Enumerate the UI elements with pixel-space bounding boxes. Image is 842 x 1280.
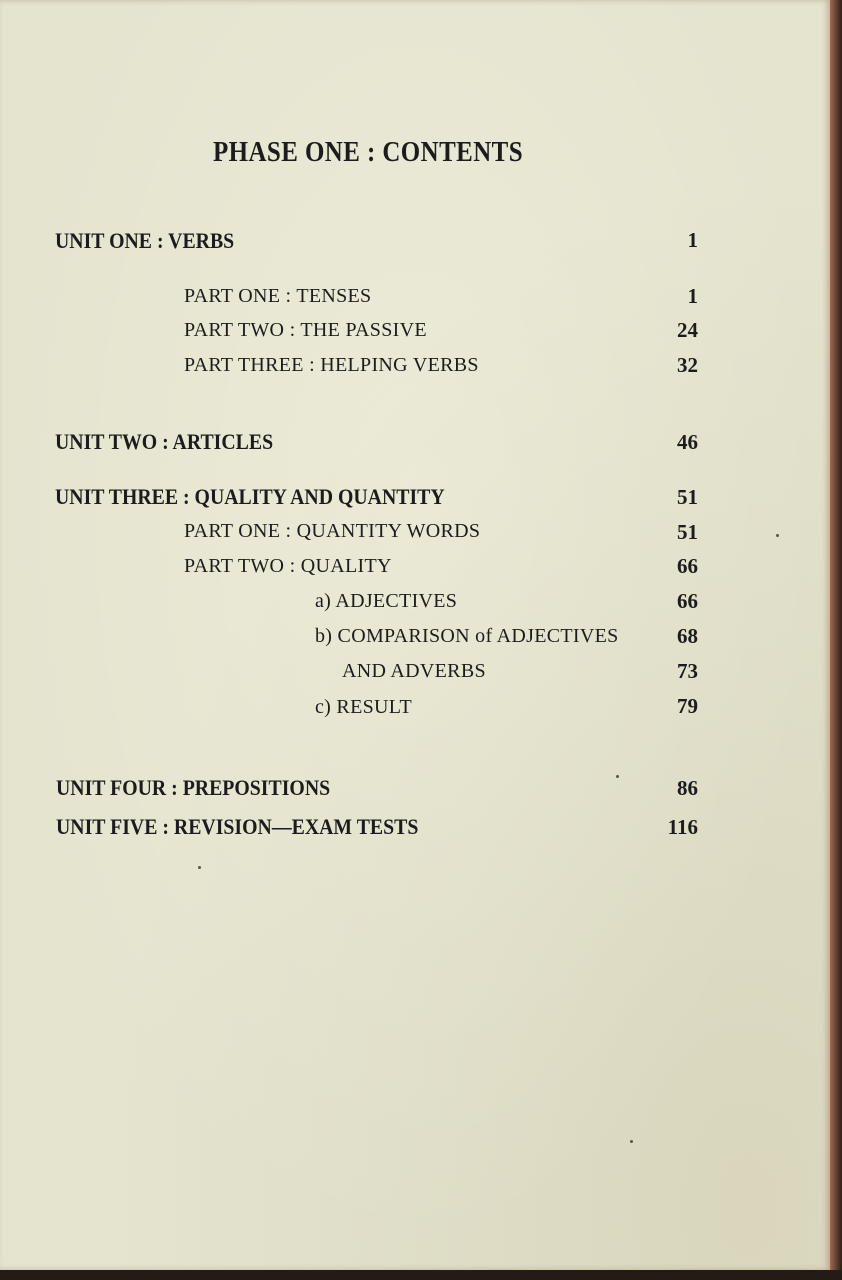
page-bottom-edge xyxy=(0,1270,842,1280)
toc-page-number: 73 xyxy=(677,659,698,683)
paper-speck xyxy=(616,775,619,778)
toc-page-number: 32 xyxy=(677,353,698,377)
toc-page-number: 68 xyxy=(677,624,698,648)
toc-page-number: 116 xyxy=(667,815,698,839)
paper-speck xyxy=(776,534,779,537)
toc-page-number: 1 xyxy=(687,284,698,308)
page-edge xyxy=(830,0,842,1280)
toc-unit-three: UNIT THREE : QUALITY AND QUANTITY xyxy=(55,484,445,509)
toc-sub-comparison: b) COMPARISON of ADJECTIVES xyxy=(315,625,619,647)
paper-speck xyxy=(198,866,201,869)
toc-sub-comparison-continued: AND ADVERBS xyxy=(342,660,486,682)
toc-sub-result: c) RESULT xyxy=(315,696,412,718)
toc-unit-five: UNIT FIVE : REVISION—EXAM TESTS xyxy=(56,814,419,839)
toc-page-number: 1 xyxy=(687,228,698,252)
toc-page-number: 46 xyxy=(677,430,698,454)
toc-part-passive: PART TWO : THE PASSIVE xyxy=(184,319,427,341)
toc-part-tenses: PART ONE : TENSES xyxy=(184,285,372,307)
toc-part-helping-verbs: PART THREE : HELPING VERBS xyxy=(184,354,479,376)
toc-page-number: 66 xyxy=(677,589,698,613)
toc-page-number: 51 xyxy=(677,485,698,509)
page-title: PHASE ONE : CONTENTS xyxy=(213,136,524,168)
toc-unit-one: UNIT ONE : VERBS xyxy=(55,228,235,253)
toc-page-number: 66 xyxy=(677,554,698,578)
paper-speck xyxy=(630,1140,633,1143)
toc-sub-adjectives: a) ADJECTIVES xyxy=(315,590,458,612)
toc-page-number: 86 xyxy=(677,776,698,800)
toc-part-quality: PART TWO : QUALITY xyxy=(184,555,392,577)
toc-unit-four: UNIT FOUR : PREPOSITIONS xyxy=(56,775,331,800)
toc-page-number: 79 xyxy=(677,694,698,718)
toc-part-quantity-words: PART ONE : QUANTITY WORDS xyxy=(184,520,481,542)
toc-page-number: 51 xyxy=(677,520,698,544)
toc-unit-two: UNIT TWO : ARTICLES xyxy=(55,429,274,454)
toc-page-number: 24 xyxy=(677,318,698,342)
